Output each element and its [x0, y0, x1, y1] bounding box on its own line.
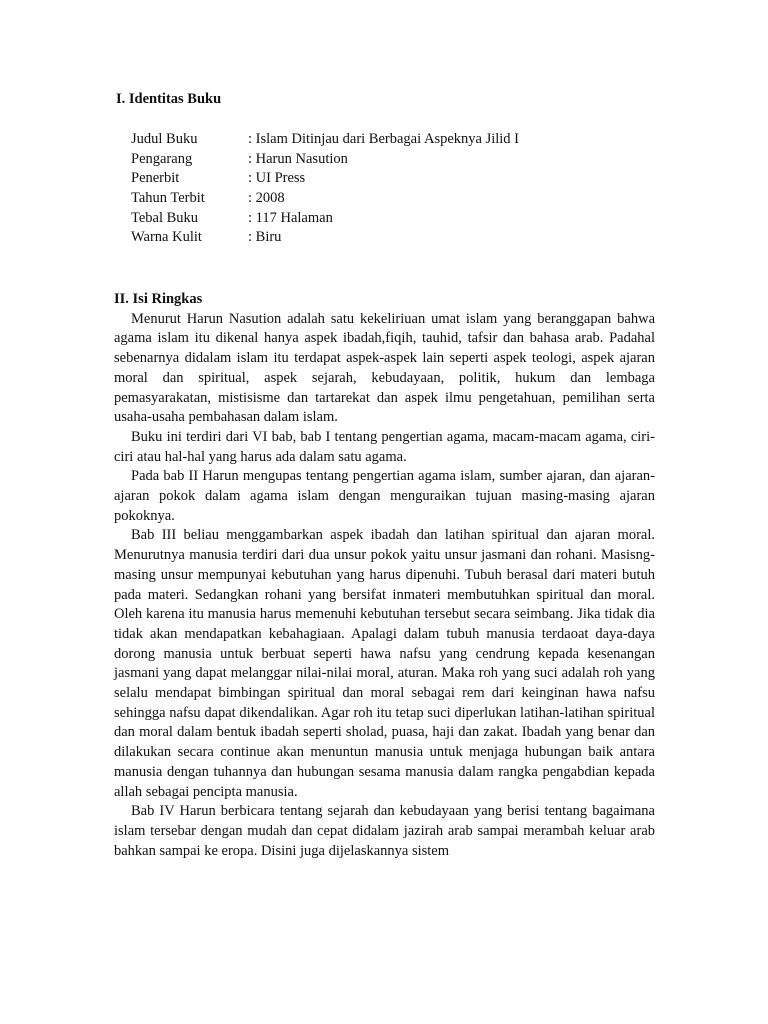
identity-label: Tebal Buku: [131, 209, 199, 226]
identity-value: : Biru: [248, 229, 282, 246]
identity-value: : 117 Halaman: [248, 209, 333, 226]
section-title-identitas-buku: I. Identitas Buku: [116, 91, 222, 107]
identity-value: : Harun Nasution: [248, 150, 348, 167]
identity-label: Warna Kulit: [131, 229, 202, 246]
summary-paragraph: Pada bab II Harun mengupas tentang pengertian agama islam, sumber ajaran, dan ajaran-ajaran pokok dalam agama islam dengan menguraikan tujuan masing-masing ajaran pokoknya.: [114, 468, 655, 524]
identity-label: Judul Buku: [131, 131, 198, 147]
identity-value: : 2008: [248, 190, 285, 207]
identity-value: : UI Press: [248, 170, 306, 187]
summary-paragraph: Bab IV Harun berbicara tentang sejarah dan kebudayaan yang berisi tentang bagaimana islam tersebar dengan mudah dan cepat didalam jazirah arab sampai merambah keluar arab bahkan sampai ke eropa. Disini juga dijelaskannya sistem: [114, 803, 655, 859]
identity-label: Pengarang: [131, 150, 193, 167]
identity-label: Penerbit: [131, 170, 180, 187]
summary-body: [114, 291, 655, 861]
summary-paragraph: Menurut Harun Nasution adalah satu kekeliriuan umat islam yang beranggapan bahwa agama islam itu dikenal hanya aspek ibadah,fiqih, tauhid, tafsir dan bahasa arab. Padahal sebenarnya didalam islam itu terdapat aspek-aspek lain seperti aspek teologi, aspek ajaran moral dan spiritual, aspek sejarah, kebudayaan, politik, hukum dan lembaga pemasyarakatan, mistisisme dan tartarekat dan aspek ilmu pengetahuan, pemilihan serta usaha-usaha pembahasan dalam islam.: [114, 310, 655, 426]
identity-label: Tahun Terbit: [131, 190, 205, 207]
summary-paragraph: Buku ini terdiri dari VI bab, bab I tentang pengertian agama, macam-macam agama, ciri-ciri atau hal-hal yang harus ada dalam satu agama.: [114, 428, 655, 465]
summary-paragraph: Bab III beliau menggambarkan aspek ibadah dan latihan spiritual dan ajaran moral. Menurutnya manusia terdiri dari dua unsur pokok yaitu unsur jasmani dan rohani. Masisng-masing unsur mempunyai kebutuhan yang harus dipenuhi. Tubuh berasal dari materi butuh pada materi. Sedangkan rohani yang bersifat inmateri membutuhkan spiritual dan moral. Oleh karena itu manusia harus memenuhi kebutuhan tersebut secara seimbang. Jika tidak dia tidak akan mendapatkan kebahagiaan. Apalagi dalam tubuh manusia terdaoat daya-daya dorong manusia untuk berbuat seperti hawa nafsu yang cendrung kepada kesenangan jasmani yang dapat melanggar nilai-nilai moral, aturan. Maka roh yang suci adalah roh yang selalu mendapat bimbingan spiritual dan moral sebagai rem dari keinginan hawa nafsu sehingga nafsu dapat dikendalikan. Agar roh itu tetap suci diperlukan latihan-latihan spiritual dan moral dalam bentuk ibadah seperti sholad, puasa, haji dan zakat. Ibadah yang benar dan dilakukan secara continue akan menuntun manusia untuk menjaga hubungan baik antara manusia dengan tuhannya dan hubungan sesama manusia dalam rangka pengabdian kepada allah sebagai pencipta manusia.: [114, 527, 655, 800]
identity-value: : Islam Ditinjau dari Berbagai Aspeknya Jilid I: [248, 131, 520, 147]
section-title-isi-ringkas: II. Isi Ringkas: [114, 291, 203, 307]
